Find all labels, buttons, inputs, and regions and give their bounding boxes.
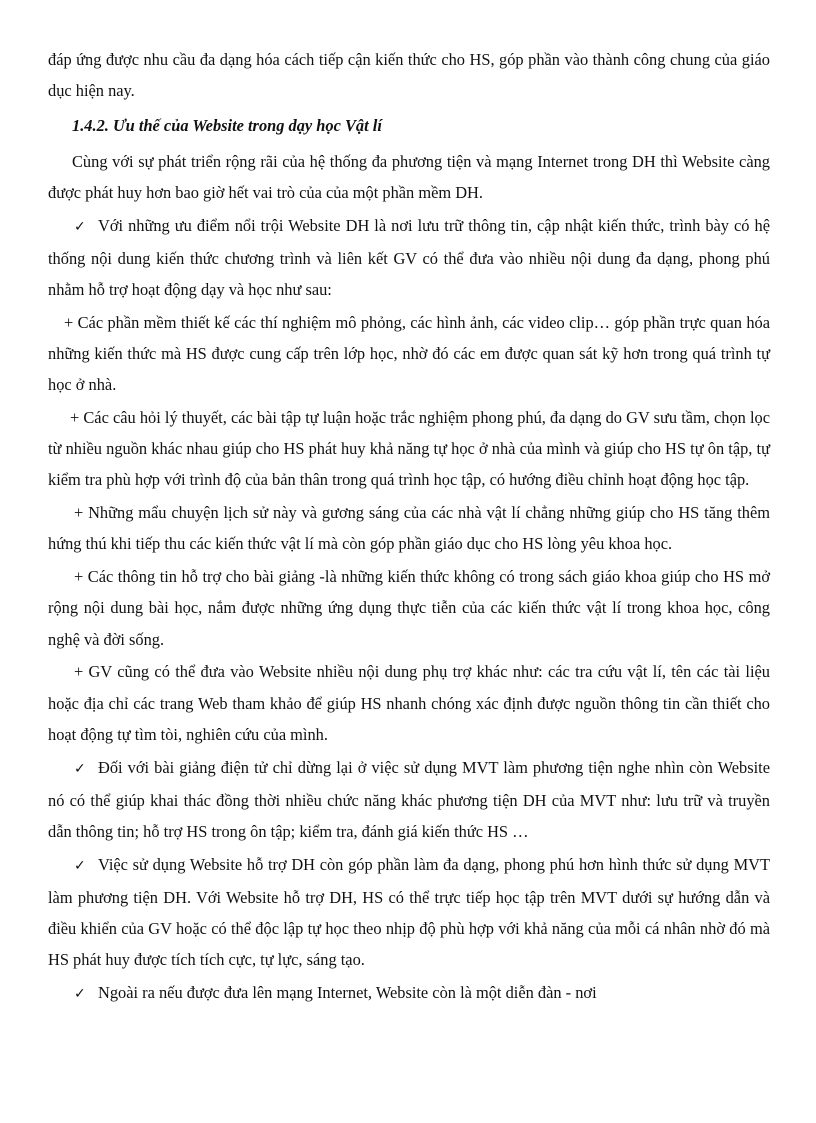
check-mark-icon: ✓ (74, 986, 86, 1003)
bullet-item-advantages (48, 210, 770, 306)
sub-item-questions: + Các câu hỏi lý thuyết, các bài tập tự luận hoặc trắc nghiệm phong phú, đa dạng do GV sưu tầm, chọn lọc từ nhiều nguồn khác nhau giúp cho HS phát huy khả năng tự học ở nhà của mình và giúp cho HS tự ôn tập, tự kiểm tra phù hợp với trình độ của bản thân trong quá trình học tập, có hướng điều chỉnh hoạt động học tập. (48, 408, 770, 490)
bullet-item-diversity (48, 849, 770, 976)
bullet-item-forum (48, 977, 770, 1010)
sub-item-auxiliary-content: + GV cũng có thể đưa vào Website nhiều nội dung phụ trợ khác như: các tra cứu vật lí, tên các tài liệu hoặc địa chỉ các trang Web tham khảo để giúp HS nhanh chóng xác định được nguồn thông tin cần thiết cho hoạt động tự tìm tòi, nghiên cứu của mình. (48, 662, 770, 744)
bullet-text: Đối với bài giảng điện tử chỉ dừng lại ở việc sử dụng MVT làm phương tiện nghe nhìn còn Website nó có thể giúp khai thác đồng thời nhiều chức năng khác phương tiện DH của MVT như: lưu trữ và truyền dẫn thông tin; hỗ trợ HS trong ôn tập; kiểm tra, đánh giá kiến thức HS … (48, 757, 770, 842)
sub-item-stories: + Những mẩu chuyện lịch sử này và gương sáng của các nhà vật lí chẳng những giúp cho HS tăng thêm hứng thú khi tiếp thu các kiến thức vật lí mà còn góp phần giáo dục cho HS lòng yêu khoa học. (48, 503, 770, 554)
bullet-text: Với những ưu điểm nổi trội Website DH là nơi lưu trữ thông tin, cập nhật kiến thức, trình bày có hệ thống nội dung kiến thức chương trình và liên kết GV có thể đưa vào nhiều nội dung đa dạng, phong phú nhằm hỗ trợ hoạt động dạy và học như sau: (48, 215, 770, 300)
sub-item-simulations: + Các phần mềm thiết kế các thí nghiệm mô phỏng, các hình ảnh, các video clip… góp phần trực quan hóa những kiến thức mà HS được cung cấp trên lớp học, nhờ đó các em được quan sát kỹ hơn trong quá trình tự học ở nhà. (48, 312, 770, 395)
sub-item-supporting-info: + Các thông tin hỗ trợ cho bài giảng -là những kiến thức không có trong sách giáo khoa giúp cho HS mở rộng nội dung bài học, nắm được những ứng dụng thực tiễn của các kiến thức vật lí trong khoa học, công nghệ và đời sống. (48, 567, 770, 649)
paragraph-context: Cùng với sự phát triển rộng rãi của hệ thống đa phương tiện và mạng Internet trong DH thì Website càng được phát huy hơn bao giờ hết vai trò của của một phần mềm DH. (48, 151, 770, 202)
check-mark-icon: ✓ (74, 218, 86, 235)
paragraph-intro-continued: đáp ứng được nhu cầu đa dạng hóa cách tiếp cận kiến thức cho HS, góp phần vào thành công chung của giáo dục hiện nay. (48, 50, 770, 101)
bullet-text: Ngoài ra nếu được đưa lên mạng Internet, Website còn là một diễn đàn - nơi (98, 983, 597, 1003)
bullet-text: Việc sử dụng Website hỗ trợ DH còn góp phần làm đa dạng, phong phú hơn hình thức sử dụng MVT làm phương tiện DH. Với Website hỗ trợ DH, HS có thể trực tiếp học tập trên MVT dưới sự hướng dẫn và điều khiển của GV hoặc có thể độc lập tự học theo nhịp độ phù hợp với khả năng của mỗi cá nhân nhờ đó mà HS phát huy được tích tích cực, tự lực, sáng tạo. (48, 854, 770, 970)
check-mark-icon: ✓ (74, 857, 86, 874)
check-mark-icon: ✓ (74, 760, 86, 777)
section-heading: 1.4.2. Ưu thế của Website trong dạy học Vật lí (72, 116, 382, 136)
document-page (48, 44, 770, 1012)
bullet-item-e-lecture (48, 752, 770, 848)
